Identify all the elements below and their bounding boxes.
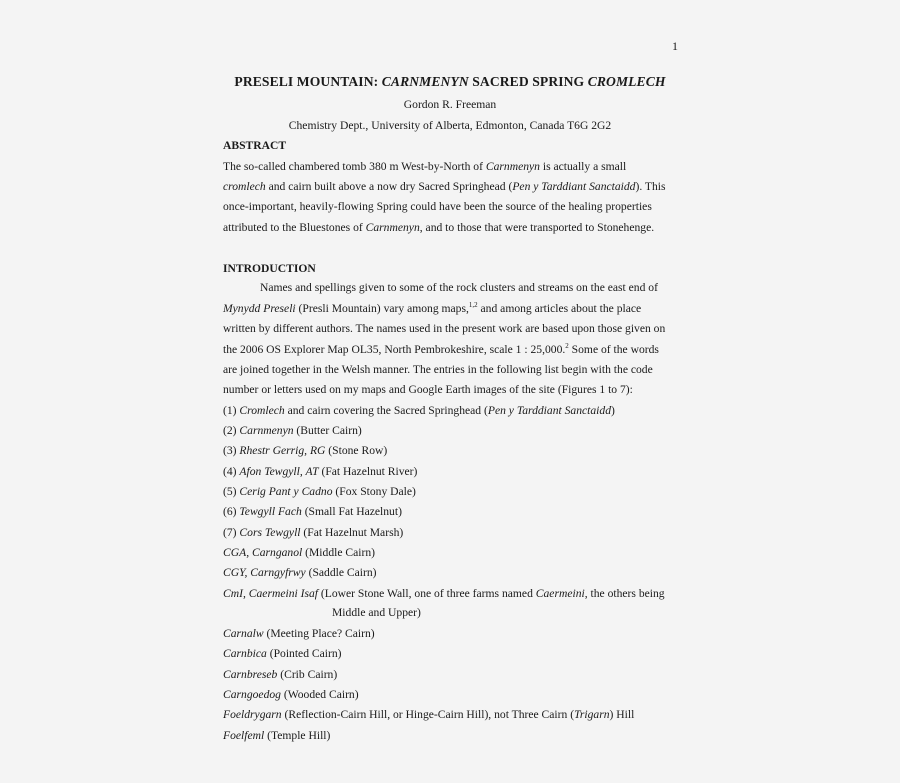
list-code: (5) — [223, 485, 240, 498]
place-description: (Fat Hazelnut River) — [318, 465, 418, 478]
place-description: (Small Fat Hazelnut) — [301, 505, 402, 518]
place-name: Trigarn — [574, 708, 610, 721]
place-name: Caermeini — [535, 587, 585, 600]
intro-line: number or letters used on my maps and Google Earth images of the site (Figures 1 to 7): — [223, 383, 633, 396]
place-name: Cromlech — [239, 404, 285, 417]
place-description: (Crib Cairn) — [277, 668, 338, 681]
list-item — [223, 627, 375, 640]
text-run-italic: Carnmenyn — [485, 160, 540, 173]
place-name: Rhestr Gerrig, RG — [239, 444, 326, 457]
place-name: Tewgyll Fach — [239, 505, 302, 518]
abstract-line — [223, 180, 666, 193]
place-name: CmI, Caermeini Isaf — [223, 587, 318, 600]
text-run: and among articles about the place — [477, 302, 642, 315]
paper-title — [0, 74, 900, 90]
text-run-italic: Pen y Tarddiant Sanctaidd — [512, 180, 636, 193]
place-name: Foeldrygarn — [223, 708, 282, 721]
place-name: CGA, Carnganol — [223, 546, 303, 559]
place-name: Carnmenyn — [239, 424, 294, 437]
list-item — [223, 668, 337, 681]
text-run: The so-called chambered tomb 380 m West-by-North of — [223, 160, 486, 173]
list-code: (4) — [223, 465, 240, 478]
text-run: ). This — [635, 180, 666, 193]
place-description: , the others being — [584, 587, 665, 600]
place-description: and cairn covering the Sacred Springhead ( — [284, 404, 488, 417]
place-name: Carnbica — [223, 647, 267, 660]
list-item — [223, 404, 615, 417]
place-description: ) — [611, 404, 615, 417]
place-name: Foelfeml — [223, 729, 265, 742]
place-description: (Saddle Cairn) — [305, 566, 377, 579]
list-item — [223, 566, 377, 579]
place-name: Afon Tewgyll, AT — [239, 465, 319, 478]
abstract-heading: ABSTRACT — [223, 139, 287, 152]
author-name: Gordon R. Freeman — [403, 98, 497, 111]
place-description: (Middle Cairn) — [302, 546, 376, 559]
list-item — [223, 587, 665, 600]
text-run-italic: Mynydd Preseli — [223, 302, 296, 315]
text-run-italic: Carnmenyn — [365, 221, 420, 234]
list-item — [223, 708, 634, 721]
place-description: (Wooded Cairn) — [280, 688, 359, 701]
place-name: Cerig Pant y Cadno — [239, 485, 333, 498]
abstract-line: once-important, heavily-flowing Spring could have been the source of the healing properties — [223, 200, 652, 213]
list-item — [223, 465, 417, 478]
place-description: (Fox Stony Dale) — [332, 485, 416, 498]
list-code: (3) — [223, 444, 240, 457]
place-name: Carnalw — [223, 627, 264, 640]
text-run: and cairn built above a now dry Sacred Springhead ( — [265, 180, 513, 193]
list-item — [223, 688, 359, 701]
place-description: (Reflection-Cairn Hill, or Hinge-Cairn Hill), not Three Cairn ( — [281, 708, 575, 721]
place-description: (Fat Hazelnut Marsh) — [300, 526, 404, 539]
intro-line — [223, 302, 641, 315]
abstract-line — [223, 160, 626, 173]
place-description: (Temple Hill) — [264, 729, 331, 742]
list-item — [223, 505, 402, 518]
text-run: Some of the words — [568, 343, 659, 356]
text-run-italic: cromlech — [223, 180, 266, 193]
place-description: ) Hill — [609, 708, 635, 721]
place-name: Carnbreseb — [223, 668, 278, 681]
introduction-heading: INTRODUCTION — [223, 262, 316, 275]
place-description: (Meeting Place? Cairn) — [263, 627, 375, 640]
list-item — [223, 729, 330, 742]
title-part-italic: CARNMENYN — [381, 74, 469, 89]
place-description: (Butter Cairn) — [293, 424, 362, 437]
list-item-continuation: Middle and Upper) — [332, 606, 421, 619]
text-run: (Presli Mountain) vary among maps, — [295, 302, 469, 315]
title-part: PRESELI MOUNTAIN: — [234, 74, 382, 89]
place-name: Pen y Tarddiant Sanctaidd — [487, 404, 611, 417]
text-run: , and to those that were transported to Stonehenge. — [419, 221, 655, 234]
title-part-italic: CROMLECH — [587, 74, 666, 89]
abstract-line — [223, 221, 654, 234]
intro-line: written by different authors. The names used in the present work are based upon those given on — [223, 322, 666, 335]
text-run: attributed to the Bluestones of — [223, 221, 366, 234]
footnote-ref: 2 — [565, 342, 569, 350]
list-item — [223, 546, 375, 559]
place-description: (Pointed Cairn) — [266, 647, 342, 660]
list-item — [223, 424, 362, 437]
place-name: Cors Tewgyll — [239, 526, 301, 539]
intro-line: Names and spellings given to some of the rock clusters and streams on the east end of — [260, 281, 658, 294]
list-item — [223, 444, 387, 457]
intro-line — [223, 343, 659, 356]
list-code: (1) — [223, 404, 240, 417]
list-code: (7) — [223, 526, 240, 539]
text-run: the 2006 OS Explorer Map OL35, North Pembrokeshire, scale 1 : 25,000. — [223, 343, 566, 356]
list-item — [223, 647, 342, 660]
place-description: (Stone Row) — [325, 444, 388, 457]
place-description: (Lower Stone Wall, one of three farms named — [318, 587, 536, 600]
page-number: 1 — [672, 39, 678, 53]
list-item — [223, 526, 403, 539]
title-part: SACRED SPRING — [468, 74, 588, 89]
place-name: Carngoedog — [223, 688, 281, 701]
intro-line: are joined together in the Welsh manner. The entries in the following list begin with the code — [223, 363, 653, 376]
list-code: (6) — [223, 505, 240, 518]
place-name: CGY, Carngyfrwy — [223, 566, 306, 579]
list-item — [223, 485, 416, 498]
author-affiliation: Chemistry Dept., University of Alberta, Edmonton, Canada T6G 2G2 — [288, 119, 612, 132]
list-code: (2) — [223, 424, 240, 437]
text-run: is actually a small — [539, 160, 627, 173]
footnote-ref: 1,2 — [468, 301, 478, 309]
